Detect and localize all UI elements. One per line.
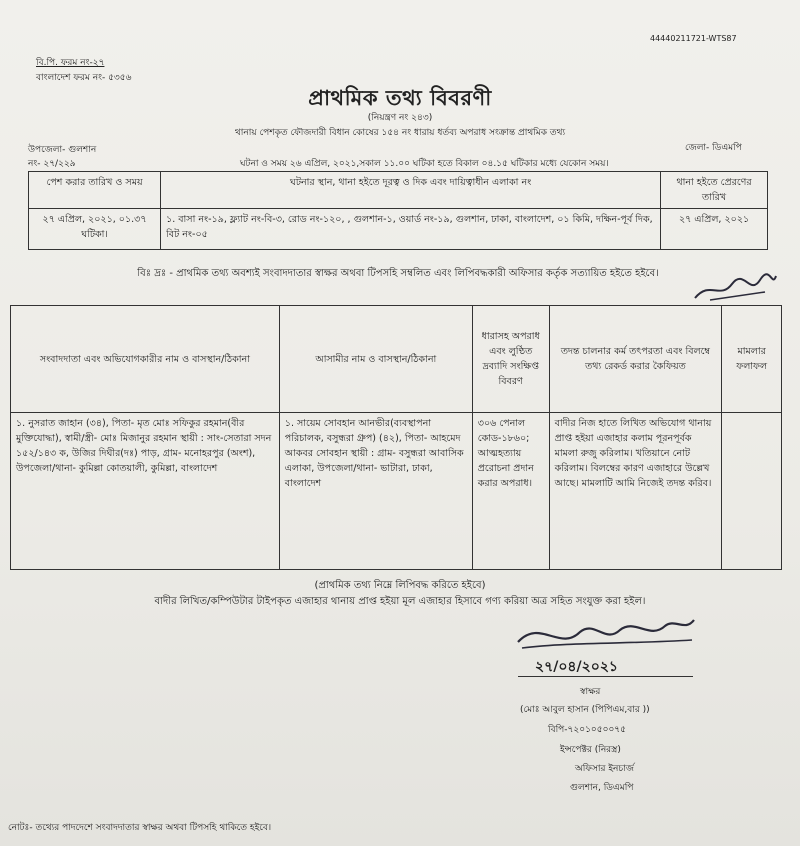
officer-bp: বিপি-৭২০১০৫০০৭৫ [548,725,626,735]
table-header-cell: ধারাসহ অপরাধ এবং লুণ্ঠিত দ্রব্যাদি সংক্ষিপ্ত বিবরণ [472,306,549,413]
table-header-cell: মামলার ফলাফল [722,306,782,413]
table-row [11,413,782,570]
record-note: (প্রাথমিক তথ্য নিম্নে লিপিবদ্ধ করিতে হইবে) [314,580,486,591]
officer-signature [510,612,700,656]
table-header-cell: পেশ করার তারিখ ও সময় [29,172,161,209]
case-number: নং- ২৭/২২৯ [28,159,76,169]
table-cell: ১. নুসরাত জাহান (৩৪), পিতা- মৃত মোঃ সফিকুর রহমান(বীর মুক্তিযোদ্ধা), স্বামী/স্ত্রী- মোঃ মিজানুর রহমান স্থায়ী : সাং-সেতারা সদন ১৫২/১৪৩ ক, উজির দিঘীর(দঃ) পাড়, গ্রাম- মনোহরপুর (অংশ), উপজেলা/থানা- কুমিল্লা কোতয়ালী, কুমিল্লা, বাংলাদেশ [11,413,280,570]
table-header-cell: ঘটনার স্থান, থানা হইতে দূরত্ব ও দিক এবং দায়িত্বাধীন এলাকা নং [161,172,661,209]
table-cell: ১. সায়েম সোবহান আনভীর(ব্যবস্থাপনা পরিচালক, বসুন্ধরা গ্রুপ) (৪২), পিতা- আহমেদ আকবর সোবহান স্থায়ী : গ্রাম- বসুন্ধরা আবাসিক এলাকা, উপজেলা/থানা- ভাটারা, ঢাকা, বাংলাদেশ [279,413,472,570]
district-label: জেলা- ডিএমপি [685,143,742,153]
footnote: নোটঃ- তথ্যের পাদদেশে সংবাদদাতার স্বাক্ষর অথবা টিপসহি থাকিতে হইবে। [8,823,272,833]
table-cell: বাদীর নিজ হাতে লিখিত অভিযোগ থানায় প্রাপ্ত হইয়া এজাহার কলাম পূরনপূর্বক মামলা রুজু করিলাম। খতিয়ানে নোট করিলাম। বিলম্বের কারণ এজাহারে উল্লেখ আছে। মামলাটি আমি নিজেই তদন্ত করিব। [549,413,722,570]
document-code: 44440211721-WTS87 [650,34,737,43]
table-header-cell: সংবাদদাতা এবং অভিযোগকারীর নাম ও বাসস্থান/ঠিকানা [11,306,280,413]
officer-name: (মোঃ আবুল হাসান (পিপিএম,বার )) [520,705,650,715]
table-cell [722,413,782,570]
upazila-label: উপজেলা- গুলশান [28,145,97,155]
table-cell: ৩০৬ পেনাল কোড-১৮৬০; আত্মহত্যায় প্ররোচনা প্রদান করার অপরাধ। [472,413,549,570]
officer-station: গুলশান, ডিএমপি [570,783,634,793]
note-attestation: বিঃ দ্রঃ - প্রাথমিক তথ্য অবশ্যই সংবাদদাতার স্বাক্ষর অথবা টিপসহি সম্বলিত এবং লিপিবদ্ধকারী অফিসার কর্তৃক সত্যায়িত হইতে হইবে। [137,268,659,279]
document-description: থানায় পেশকৃত ফৌজদারী বিধান কোষের ১৫৪ নং ধারায় ধর্তব্য অপরাধ সংক্রান্ত প্রাথমিক তথ্য [234,128,566,138]
table-header-row [11,306,782,413]
table-cell: ১. বাসা নং-১৯, ফ্ল্যাট নং-বি-৩, রোড নং-১২০, , গুলশান-১, ওয়ার্ড নং-১৯, গুলশান, ঢাকা, বাংলাদেশ, ০১ কিমি, দক্ষিন-পূর্ব দিক, বিট নং-০৫ [161,209,661,250]
table-cell: ২৭ এপ্রিল, ২০২১ [661,209,768,250]
table-header-cell: থানা হইতে প্রেরণের তারিখ [661,172,768,209]
form-number: বি.পি. ফরম নং-২৭ [36,58,105,68]
complaint-table [10,305,782,570]
signature-line [518,676,693,677]
margin-signature [690,270,780,306]
bangladesh-form-number: বাংলাদেশ ফরম নং- ৫৩৫৬ [36,73,132,83]
document-subtitle: (নিয়ন্ত্রণ নং ২৪৩) [367,113,433,123]
table-cell: ২৭ এপ্রিল, ২০২১, ০১.৩৭ ঘটিকা। [29,209,161,250]
signature-date: ২৭/০৪/২০২১ [535,659,619,675]
document-title: প্রাথমিক তথ্য বিবরণী [308,86,492,110]
table-row [29,209,768,250]
officer-rank: ইন্সপেক্টর (নিরস্ত্র) [560,745,621,755]
table-header-cell: আসামীর নাম ও বাসস্থান/ঠিকানা [279,306,472,413]
table-header-cell: তদন্ত চালনার কর্ম তৎপরতা এবং বিলম্বে তথ্য রেকর্ড করার কৈফিয়ত [549,306,722,413]
submission-table [28,171,768,250]
incident-time: ঘটনা ও সময় ২৬ এপ্রিল, ২০২১,সকাল ১১.০০ ঘটিকা হতে বিকাল ০৪.১৫ ঘটিকার মধ্যে যেকোন সময়। [240,159,609,169]
table-header-row [29,172,768,209]
statement-text: বাদীর লিখিত/কম্পিউটার টাইপকৃত এজাহার থানায় প্রাপ্ত হইয়া মূল এজাহার হিসাবে গণ্য করিয়া অত্র সহিত সংযুক্ত করা হইল। [154,596,646,607]
officer-position: অফিসার ইনচার্জ [575,764,634,774]
signature-label: স্বাক্ষর [580,687,601,697]
